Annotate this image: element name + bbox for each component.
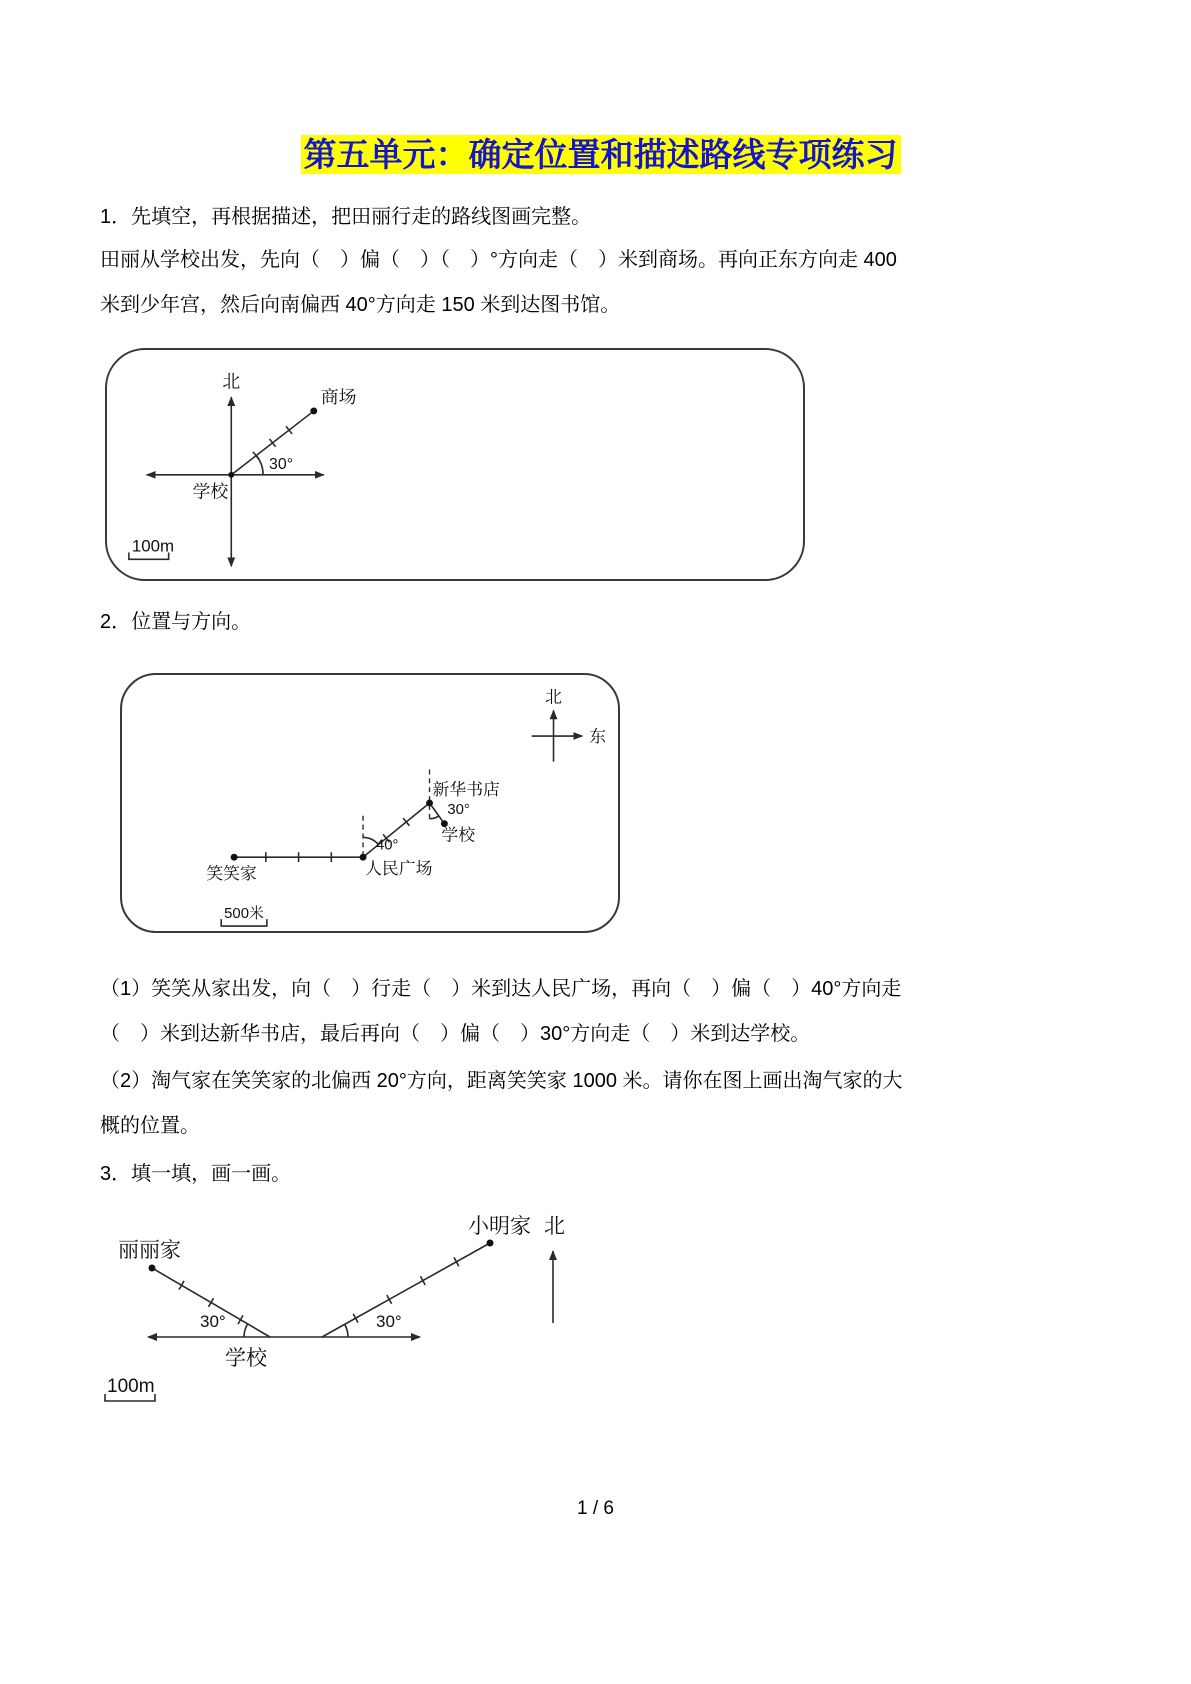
tick-marks	[253, 426, 292, 459]
question-2-diagram-svg	[122, 675, 618, 931]
page-number: 1 / 6	[577, 1498, 614, 1519]
square-label: 人民广场	[365, 858, 433, 878]
mall-label: 商场	[320, 387, 357, 408]
question-2-heading: 2．位置与方向。	[100, 611, 252, 633]
school-point	[228, 472, 234, 478]
route-to-xiaoming-home	[322, 1243, 490, 1337]
scale-label: 500米	[224, 906, 264, 923]
bookstore-angle-label: 30°	[447, 801, 470, 818]
question-3-diagram	[100, 1215, 1101, 1450]
compass-east-label: 东	[589, 727, 607, 746]
scale-label: 100m	[131, 536, 175, 556]
bookstore-label: 新华书店	[432, 780, 500, 800]
school-label: 学校	[192, 481, 229, 502]
xiaoming-home-label: 小明家	[468, 1215, 531, 1238]
question-2-sub2-line-1: （2）淘气家在笑笑家的北偏西 20°方向，距离笑笑家 1000 米。请你在图上画出淘气家的大	[100, 1070, 903, 1092]
question-2-sub2-line-2: 概的位置。	[100, 1115, 200, 1137]
question-3-diagram-svg	[100, 1215, 620, 1450]
left-angle-label: 30°	[200, 1312, 226, 1331]
lili-home-point	[149, 1265, 156, 1272]
angle-label: 30°	[269, 455, 294, 473]
question-2-sub1-line-1: （1）笑笑从家出发，向（ ）行走（ ）米到达人民广场，再向（ ）偏（ ）40°方向走	[100, 978, 902, 1000]
question-1-diagram	[105, 348, 805, 581]
north-label: 北	[544, 1215, 565, 1238]
scale-label: 100m	[107, 1376, 155, 1397]
bookstore-angle-arc	[430, 816, 439, 819]
page-title	[100, 132, 1101, 178]
question-1-body	[100, 238, 1101, 328]
question-2-sub1	[100, 967, 1101, 1057]
left-angle-arc	[244, 1324, 248, 1337]
route-home-to-square	[234, 852, 363, 862]
route-bookstore-to-school	[430, 803, 445, 824]
compass-north-label: 北	[545, 687, 562, 707]
xiaoming-home-point	[487, 1240, 494, 1247]
compass	[532, 688, 607, 762]
mall-point	[310, 407, 317, 414]
question-2-diagram	[120, 673, 620, 933]
question-2-sub1-line-2: （ ）米到达新华书店，最后再向（ ）偏（ ）30°方向走（ ）米到达学校。	[100, 1023, 811, 1045]
right-angle-label: 30°	[376, 1312, 402, 1331]
north-label: 北	[222, 371, 241, 392]
home-label: 笑笑家	[206, 863, 257, 883]
school-label: 学校	[441, 825, 476, 845]
bookstore-point	[426, 800, 433, 807]
question-1-line-2: 米到少年宫，然后向南偏西 40°方向走 150 米到达图书馆。	[100, 294, 621, 316]
question-1-diagram-svg	[107, 350, 803, 579]
question-1-line-1: 田丽从学校出发，先向（ ）偏（ ）（ ）°方向走（ ）米到商场。再向正东方向走 400	[100, 249, 897, 271]
square-angle-label: 40°	[375, 837, 399, 854]
right-angle-arc	[345, 1324, 348, 1337]
question-1-heading: 1．先填空，再根据描述，把田丽行走的路线图画完整。	[100, 206, 592, 228]
question-2-sub2	[100, 1059, 1101, 1149]
home-point	[231, 854, 238, 861]
page-title-text: 第五单元：确定位置和描述路线专项练习	[301, 135, 901, 174]
lili-home-label: 丽丽家	[118, 1239, 181, 1262]
school-label: 学校	[225, 1347, 267, 1370]
question-3-heading: 3．填一填，画一画。	[100, 1163, 292, 1185]
